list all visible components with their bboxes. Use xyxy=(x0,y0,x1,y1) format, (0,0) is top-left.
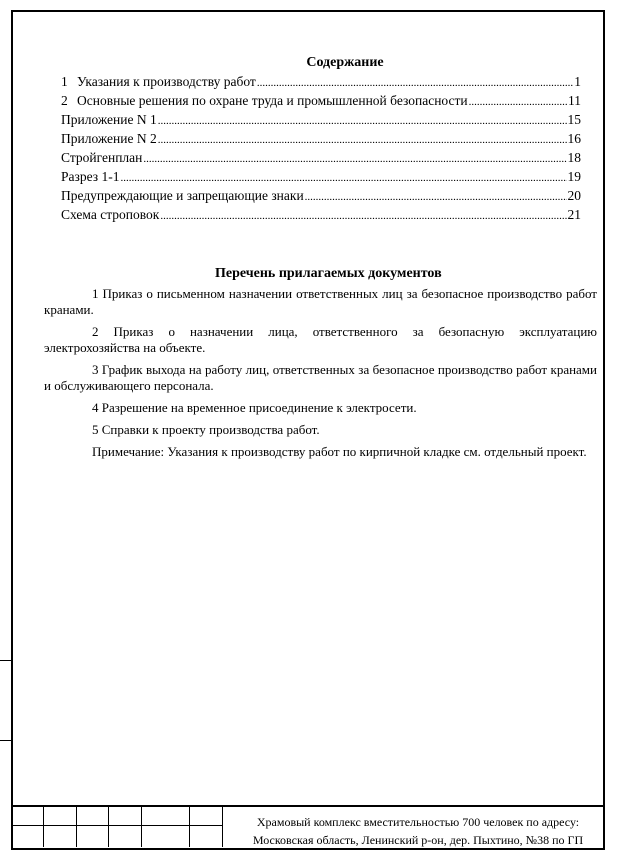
toc-leader xyxy=(158,112,567,128)
toc-row-label: Основные решения по охране труда и промышленной безопасности xyxy=(77,93,468,108)
toc-leader xyxy=(120,169,566,185)
toc-row-page: 21 xyxy=(567,207,581,222)
toc-row-label: Разрез 1-1 xyxy=(61,169,120,184)
toc-row-label: Приложение N 1 xyxy=(61,112,157,127)
toc-row xyxy=(61,207,581,226)
toc-row-page: 11 xyxy=(568,93,581,108)
toc-leader xyxy=(158,131,567,147)
document-item: 1 Приказ о письменном назначении ответственных лиц за безопасное производство работ кранами. xyxy=(44,286,597,317)
binding-strip xyxy=(0,660,11,840)
toc-row-page: 20 xyxy=(567,188,581,203)
table-of-contents xyxy=(61,74,581,226)
toc-leader xyxy=(143,150,566,166)
toc-row-label: Стройгенплан xyxy=(61,150,143,165)
toc-row-number: 2 xyxy=(61,93,68,108)
toc-row xyxy=(61,150,581,169)
toc-row-page: 19 xyxy=(567,169,581,184)
toc-row-label: Приложение N 2 xyxy=(61,131,157,146)
toc-leader xyxy=(160,207,566,223)
documents-list xyxy=(44,286,597,466)
toc-row-label: Схема строповок xyxy=(61,207,160,222)
toc-row-label: Указания к производству работ xyxy=(77,74,256,89)
project-title-line1: Храмовый комплекс вместительностью 700 человек по адресу: xyxy=(256,815,580,829)
toc-row xyxy=(61,112,581,131)
toc-row-page: 18 xyxy=(567,150,581,165)
title-block xyxy=(11,805,605,847)
document-item: 4 Разрешение на временное присоединение к электросети. xyxy=(92,400,417,415)
toc-row xyxy=(61,131,581,150)
toc-leader xyxy=(469,93,567,109)
toc-row-page: 16 xyxy=(567,131,581,146)
project-title-line2: Московская область, Ленинский р-он, дер. Пыхтино, №38 по ГП xyxy=(252,833,584,847)
toc-row xyxy=(61,93,581,112)
document-item: 3 График выхода на работу лиц, ответственных за безопасное производство работ кранами и обслуживающего персонала. xyxy=(44,362,597,393)
toc-title: Содержание xyxy=(306,55,384,70)
toc-row xyxy=(61,169,581,188)
toc-row-label: Предупреждающие и запрещающие знаки xyxy=(61,188,304,203)
toc-leader xyxy=(257,74,573,90)
toc-row xyxy=(61,74,581,93)
project-title xyxy=(233,813,603,849)
document-item: 2 Приказ о назначении лица, ответственного за безопасную эксплуатацию электрохозяйства на объекте. xyxy=(44,324,597,355)
document-item: 5 Справки к проекту производства работ. xyxy=(92,422,320,437)
toc-row-number: 1 xyxy=(61,74,68,89)
toc-row xyxy=(61,188,581,207)
toc-row-page: 15 xyxy=(567,112,581,127)
documents-title: Перечень прилагаемых документов xyxy=(215,266,442,281)
toc-leader xyxy=(305,188,567,204)
document-note: Примечание: Указания к производству работ по кирпичной кладке см. отдельный проект. xyxy=(92,444,587,459)
toc-row-page: 1 xyxy=(574,74,581,89)
